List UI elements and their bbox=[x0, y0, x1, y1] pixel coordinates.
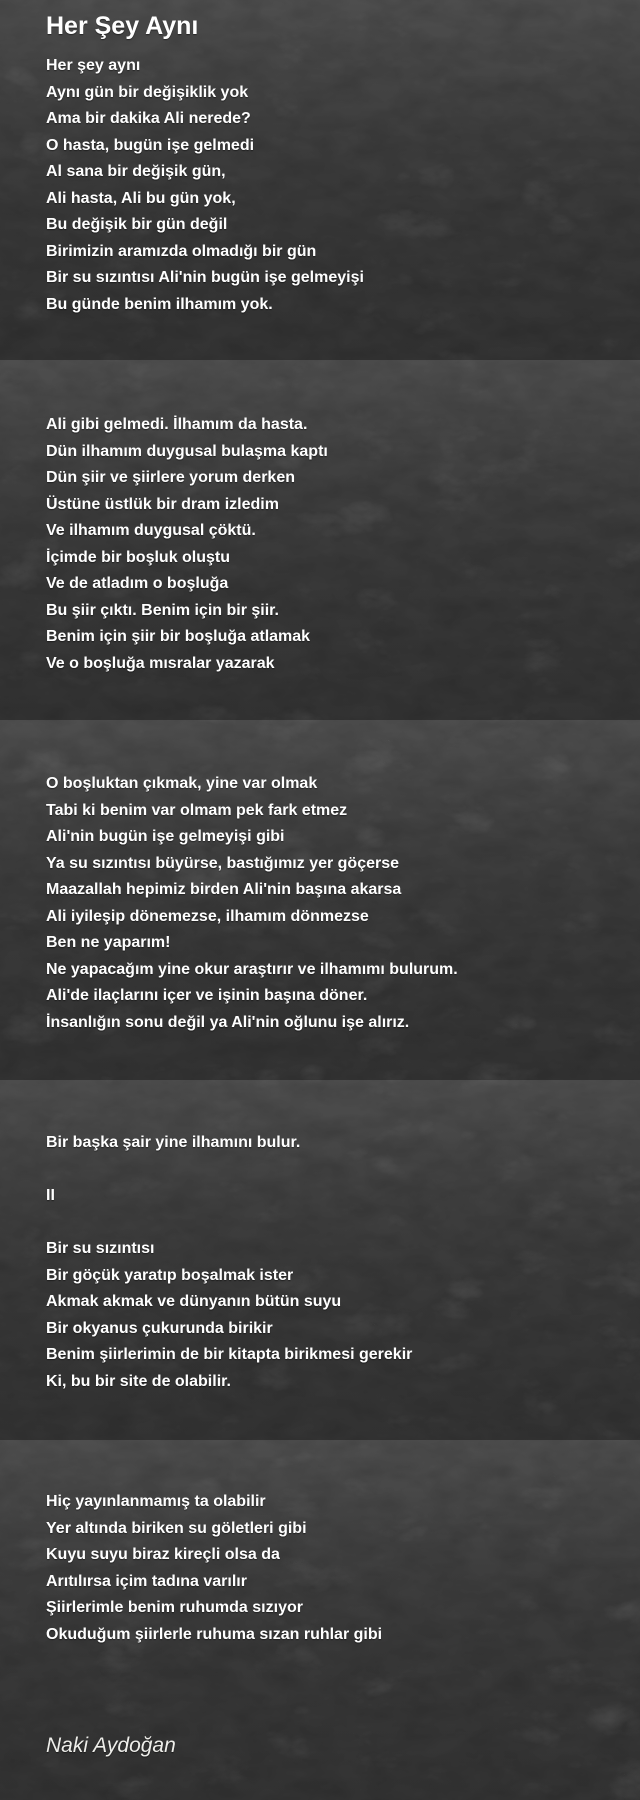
poem-line: Bu günde benim ilhamım yok. bbox=[46, 295, 273, 313]
poem-line: Bir okyanus çukurunda birikir bbox=[46, 1319, 273, 1337]
poem-line: Ali iyileşip dönemezse, ilhamım dönmezse bbox=[46, 907, 369, 925]
poem-line: Dün ilhamım duygusal bulaşma kaptı bbox=[46, 442, 328, 460]
stanza bbox=[46, 53, 610, 318]
poem-line: Ve o boşluğa mısralar yazarak bbox=[46, 654, 275, 672]
poem-line: Tabi ki benim var olmam pek fark etmez bbox=[46, 801, 348, 819]
poem-line: Benim şiirlerimin de bir kitapta birikmesi gerekir bbox=[46, 1346, 413, 1363]
poem-line: O hasta, bugün işe gelmedi bbox=[46, 136, 255, 154]
poem-line: Ne yapacağım yine okur araştırır ve ilhamımı bulurum. bbox=[46, 960, 458, 978]
poem-line: Ve de atladım o boşluğa bbox=[46, 575, 229, 592]
poem-line: II bbox=[46, 1187, 55, 1204]
poem-line: Dün şiir ve şiirlere yorum derken bbox=[46, 469, 295, 486]
poem-line: Şiirlerimle benim ruhumda sızıyor bbox=[46, 1599, 303, 1616]
poem-line: Ali hasta, Ali bu gün yok, bbox=[46, 189, 236, 207]
poem-line: Birimizin aramızda olmadığı bir gün bbox=[46, 242, 317, 260]
poem-line bbox=[46, 1210, 610, 1237]
poem-title: Her Şey Aynı bbox=[46, 12, 199, 40]
poem-line: Ama bir dakika Ali nerede? bbox=[46, 110, 251, 127]
stanza bbox=[46, 771, 610, 1036]
poem-line: Ali gibi gelmedi. İlhamım da hasta. bbox=[46, 416, 308, 433]
poem-author: Naki Aydoğan bbox=[46, 1734, 176, 1757]
poem-line: Bu değişik bir gün değil bbox=[46, 216, 228, 233]
poem-line bbox=[46, 1157, 610, 1184]
poem-line: Bir göçük yaratıp boşalmak ister bbox=[46, 1266, 294, 1284]
poem-line: Hiç yayınlanmamış ta olabilir bbox=[46, 1493, 266, 1510]
poem-line: O boşluktan çıkmak, yine var olmak bbox=[46, 775, 318, 792]
poem-line: Ya su sızıntısı büyürse, bastığımız yer göçerse bbox=[46, 854, 400, 872]
poem-line: Bu şiir çıktı. Benim için bir şiir. bbox=[46, 601, 279, 619]
poem-line: Bir başka şair yine ilhamını bulur. bbox=[46, 1134, 301, 1151]
poem-line: Ali'de ilaçlarını içer ve işinin başına döner. bbox=[46, 987, 368, 1004]
poem-line: Aynı gün bir değişiklik yok bbox=[46, 83, 249, 101]
poem-line: Bir su sızıntısı Ali'nin bugün işe gelmeyişi bbox=[46, 269, 364, 286]
poem-line: Benim için şiir bir boşluğa atlamak bbox=[46, 628, 311, 645]
poem-line: Yer altında biriken su göletleri gibi bbox=[46, 1519, 307, 1537]
poem-line: Okuduğum şiirlerle ruhuma sızan ruhlar gibi bbox=[46, 1625, 383, 1643]
poem-line: Akmak akmak ve dünyanın bütün suyu bbox=[46, 1293, 342, 1310]
poem-body bbox=[46, 53, 610, 1648]
poem-line: Üstüne üstlük bir dram izledim bbox=[46, 495, 279, 513]
stanza bbox=[46, 412, 610, 677]
poem-line: Kuyu suyu biraz kireçli olsa da bbox=[46, 1546, 280, 1563]
poem-line: Al sana bir değişik gün, bbox=[46, 163, 226, 180]
poem-line: Her şey aynı bbox=[46, 57, 141, 74]
poem-line: Ali'nin bugün işe gelmeyişi gibi bbox=[46, 828, 285, 845]
poem-line: İçimde bir boşluk oluştu bbox=[46, 548, 231, 566]
poem-line: Maazallah hepimiz birden Ali'nin başına akarsa bbox=[46, 881, 402, 898]
poem-line: Ki, bu bir site de olabilir. bbox=[46, 1372, 231, 1390]
poem-line: Bir su sızıntısı bbox=[46, 1240, 155, 1257]
poem-line: Ve ilhamım duygusal çöktü. bbox=[46, 522, 256, 539]
poem-line: Ben ne yaparım! bbox=[46, 934, 171, 951]
stanza bbox=[46, 1130, 610, 1395]
poem-line: İnsanlığın sonu değil ya Ali'nin oğlunu işe alırız. bbox=[46, 1013, 410, 1031]
stanza bbox=[46, 1489, 610, 1648]
poem-line: Arıtılırsa içim tadına varılır bbox=[46, 1572, 247, 1590]
